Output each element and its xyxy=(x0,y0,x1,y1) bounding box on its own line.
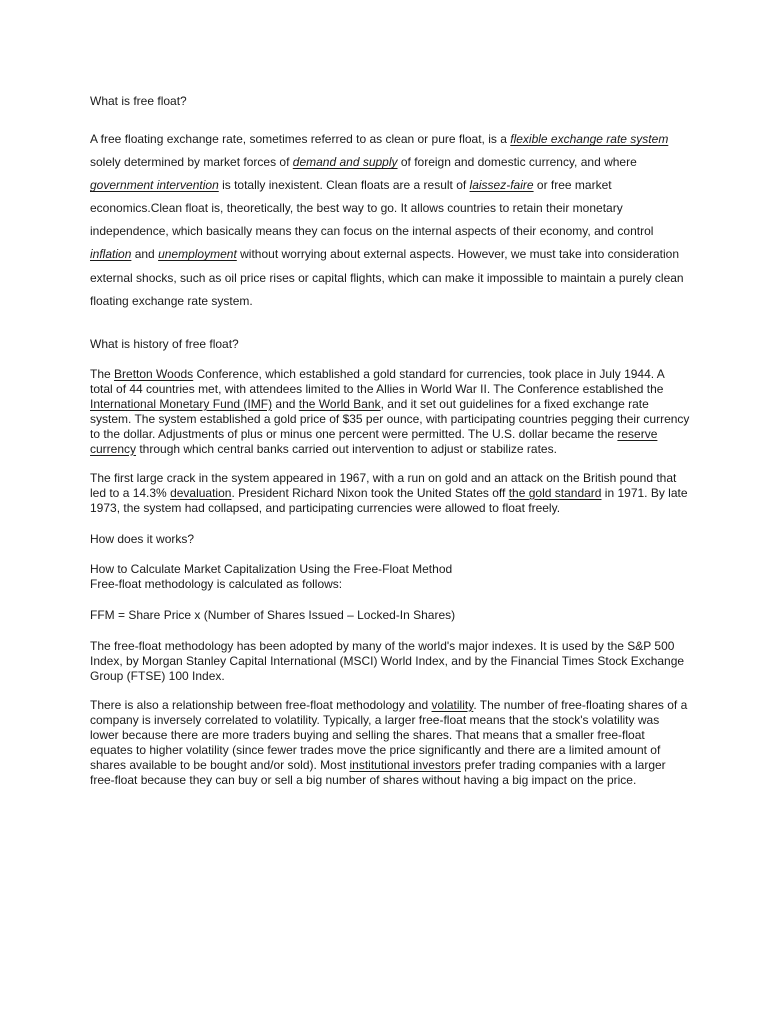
text-run: A free floating exchange rate, sometimes referred to as clean or pure float, is a xyxy=(90,132,511,146)
text-run: through which central banks carried out intervention to adjust or stabilize rates. xyxy=(136,441,557,456)
link-institutional-investors[interactable]: institutional investors xyxy=(349,757,461,772)
spacer xyxy=(90,457,690,471)
section-how-it-works xyxy=(90,532,690,788)
link-gold-standard[interactable]: the gold standard xyxy=(508,485,602,500)
text-run: without worrying about external aspects. However, we must take into consideration external shocks, such as oil price rises or capital flights, which can make it impossible to maintain a purely clean floating exchange rate system. xyxy=(90,247,684,308)
link-volatility[interactable]: volatility xyxy=(431,697,474,712)
section-heading: How does it works? xyxy=(90,531,195,546)
text-run: . President Richard Nixon took the United States off xyxy=(231,485,509,500)
spacer xyxy=(90,592,690,608)
link-laissez-faire[interactable]: laissez-faire xyxy=(469,178,534,193)
link-reserve-currency[interactable]: reserve currency xyxy=(90,426,658,456)
text-run: Conference, which established a gold standard for currencies, took place in July 1944. A total of 44 countries met, with attendees limited to the Allies in World War II. The Conference established the xyxy=(90,366,665,396)
text-run: of foreign and domestic currency, and where xyxy=(397,155,637,170)
link-government-intervention[interactable]: government intervention xyxy=(90,178,219,193)
link-inflation[interactable]: inflation xyxy=(90,247,132,262)
spacer xyxy=(90,623,690,639)
intro-line: How to Calculate Market Capitalization Using the Free-Float Method xyxy=(90,561,453,576)
text-run: in 1971. By late 1973, the system had collapsed, and participating currencies were allowed to float freely. xyxy=(90,485,688,515)
text-run: . The number of free-floating shares of a company is inversely correlated to volatility. Typically, a larger free-float means that the stock's volatility was lower because there are more traders buying and selling the shares. That means that a smaller free-float equates to higher volatility (since fewer trades move the price significantly and there are a limited amount of shares available to be bought and/or sold). Most xyxy=(90,697,688,772)
spacer xyxy=(90,516,690,532)
text-run: and xyxy=(272,396,299,411)
text-run: The xyxy=(90,366,115,381)
spacer xyxy=(90,546,690,562)
link-unemployment[interactable]: unemployment xyxy=(158,247,237,262)
formula: FFM = Share Price x (Number of Shares Issued – Locked-In Shares) xyxy=(90,607,456,622)
text-run: and xyxy=(131,247,159,262)
section-history-of-free-float xyxy=(90,337,690,516)
intro-line: Free-float methodology is calculated as follows: xyxy=(90,576,343,591)
link-world-bank[interactable]: the World Bank xyxy=(298,396,381,411)
link-bretton-woods[interactable]: Bretton Woods xyxy=(114,366,194,381)
text-run: is totally inexistent. Clean floats are a result of xyxy=(218,178,470,193)
paragraph xyxy=(90,471,690,516)
paragraph xyxy=(90,698,690,788)
link-devaluation[interactable]: devaluation xyxy=(170,485,232,500)
text-run: There is also a relationship between free-float methodology and xyxy=(90,697,432,712)
link-imf[interactable]: International Monetary Fund (IMF) xyxy=(90,396,273,411)
text-run: solely determined by market forces of xyxy=(90,155,293,170)
section-what-is-free-float xyxy=(90,94,690,313)
paragraph xyxy=(90,128,690,313)
paragraph xyxy=(90,367,690,457)
link-demand-and-supply[interactable]: demand and supply xyxy=(292,155,398,170)
section-heading: What is history of free float? xyxy=(90,336,239,351)
spacer xyxy=(90,313,690,337)
text-run: prefer trading companies with a larger free-float because they can buy or sell a big number of shares without having a big impact on the price. xyxy=(90,757,666,787)
document-body xyxy=(90,94,690,788)
spacer xyxy=(90,684,690,698)
text-run: or free market economics.Clean float is, theoretically, the best way to go. It allows countries to retain their monetary independence, which basically means they can focus on the internal aspects of their economy, and control xyxy=(90,178,654,239)
link-flexible-exchange-rate-system[interactable]: flexible exchange rate system xyxy=(510,132,669,146)
text-run: The first large crack in the system appeared in 1967, with a run on gold and an attack on the British pound that led to a 14.3% xyxy=(90,470,677,500)
paragraph: The free-float methodology has been adopted by many of the world's major indexes. It is used by the S&P 500 Index, by Morgan Stanley Capital International (MSCI) World Index, and by the Financial Times Stock Exchange Group (FTSE) 100 Index. xyxy=(90,638,685,683)
section-heading: What is free float? xyxy=(90,94,187,108)
text-run: , and it set out guidelines for a fixed exchange rate system. The system established a gold price of $35 per ounce, with participating countries pegging their currency to the dollar. Adjustments of plus or minus one percent were permitted. The U.S. dollar became the xyxy=(90,396,690,441)
spacer xyxy=(90,351,690,367)
